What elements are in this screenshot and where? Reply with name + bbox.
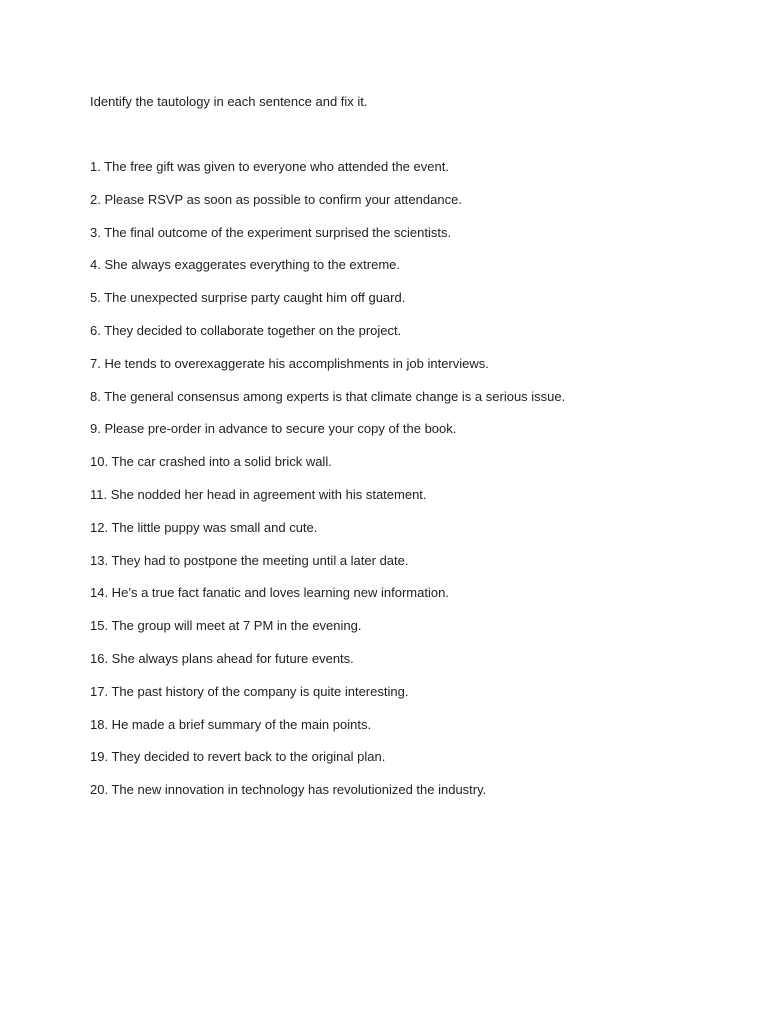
sentence-item: 15. The group will meet at 7 PM in the evening. (90, 618, 362, 634)
sentence-item: 9. Please pre-order in advance to secure your copy of the book. (90, 421, 457, 437)
instruction-text: Identify the tautology in each sentence and fix it. (90, 94, 368, 109)
sentence-item: 5. The unexpected surprise party caught him off guard. (90, 290, 406, 306)
sentence-item: 10. The car crashed into a solid brick wall. (90, 454, 332, 470)
sentence-item: 11. She nodded her head in agreement with his statement. (90, 486, 427, 502)
sentence-item: 8. The general consensus among experts is that climate change is a serious issue. (90, 388, 566, 404)
sentence-item: 18. He made a brief summary of the main points. (90, 716, 372, 732)
sentence-item: 20. The new innovation in technology has revolutionized the industry. (90, 782, 487, 798)
sentence-item: 19. They decided to revert back to the original plan. (90, 749, 386, 765)
sentence-item: 12. The little puppy was small and cute. (90, 519, 318, 535)
sentence-item: 13. They had to postpone the meeting until a later date. (90, 552, 409, 568)
sentence-item: 14. He’s a true fact fanatic and loves learning new information. (90, 585, 449, 601)
sentence-item: 4. She always exaggerates everything to the extreme. (90, 257, 401, 273)
sentence-item: 2. Please RSVP as soon as possible to confirm your attendance. (90, 191, 462, 207)
sentence-item: 16. She always plans ahead for future events. (90, 650, 354, 666)
sentence-item: 17. The past history of the company is quite interesting. (90, 683, 409, 699)
sentence-item: 3. The final outcome of the experiment surprised the scientists. (90, 224, 452, 240)
sentence-item: 6. They decided to collaborate together on the project. (90, 322, 402, 338)
sentence-list (90, 158, 565, 814)
sentence-item: 1. The free gift was given to everyone who attended the event. (90, 159, 449, 174)
sentence-item: 7. He tends to overexaggerate his accomplishments in job interviews. (90, 355, 489, 371)
